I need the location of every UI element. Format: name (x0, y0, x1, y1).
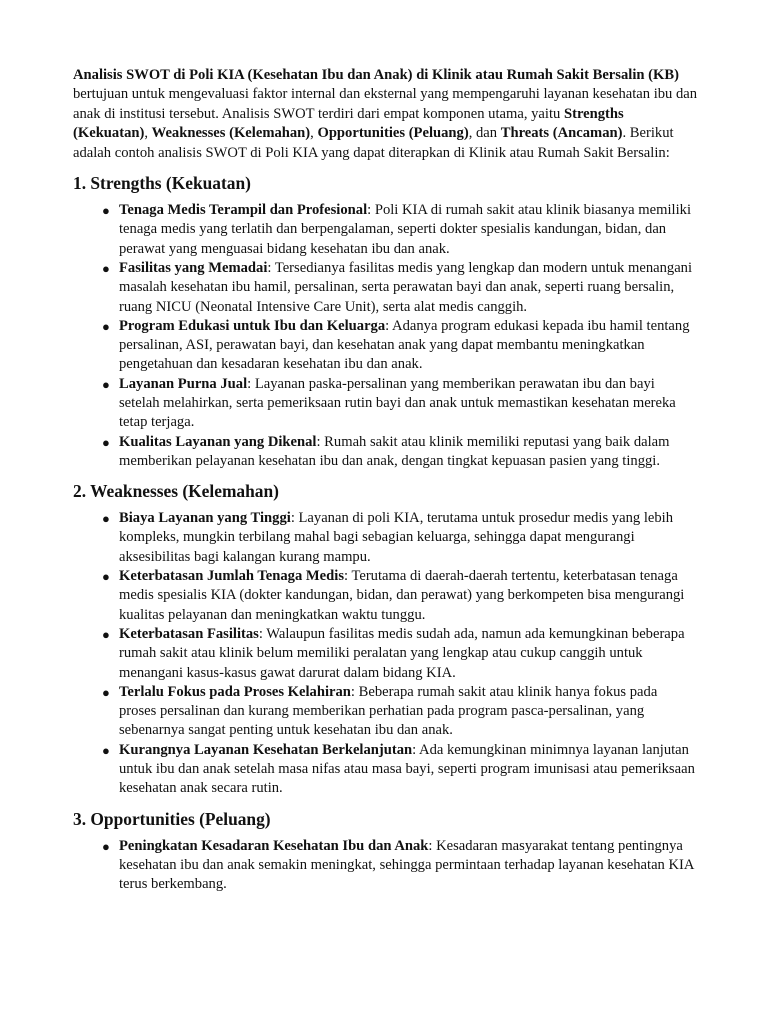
list-item (102, 509, 698, 567)
item-term: Kurangnya Layanan Kesehatan Berkelanjutan (119, 741, 413, 758)
item-term: Kualitas Layanan yang Dikenal (119, 433, 317, 450)
item-text: : Layanan paska-persalinan yang memberikan perawatan ibu dan bayi setelah melahirkan, serta pemeriksaan rutin bayi dan anak untuk memastikan kesehatan mereka tetap terjaga. (119, 375, 676, 431)
list-item (102, 837, 698, 895)
list-item (102, 317, 698, 375)
item-text: : Adanya program edukasi kepada ibu hamil tentang persalinan, ASI, perawatan bayi, dan kesehatan anak yang dapat membantu meningkatkan pengetahuan dan kesadaran kesehatan ibu dan anak. (119, 317, 690, 373)
intro-opportunities: Opportunities (Peluang) (317, 125, 469, 142)
section-heading-strengths: 1. Strengths (Kekuatan) (73, 173, 251, 194)
intro-sep: , dan (468, 125, 501, 142)
intro-title: Analisis SWOT di Poli KIA (Kesehatan Ibu dan Anak) di Klinik atau Rumah Sakit Bersalin (KB) (73, 67, 679, 83)
bullet-icon: ● (102, 626, 110, 642)
item-term: Tenaga Medis Terampil dan Profesional (119, 202, 368, 219)
section-heading-opportunities: 3. Opportunities (Peluang) (73, 808, 271, 829)
opportunities-list (73, 837, 698, 895)
list-item (102, 625, 698, 683)
bullet-icon: ● (102, 569, 110, 585)
item-term: Keterbatasan Jumlah Tenaga Medis (119, 568, 345, 585)
intro-strengths: Strengths (Kekuatan) (73, 105, 624, 142)
list-item (102, 259, 698, 317)
item-text: : Beberapa rumah sakit atau klinik hanya fokus pada proses persalinan dan kurang memberikan perhatian pada program pasca-persalinan, yang sebenarnya sangat penting untuk kesehatan ibu dan anak. (119, 683, 658, 739)
bullet-icon: ● (102, 838, 110, 854)
item-text: : Terutama di daerah-daerah tertentu, keterbatasan tenaga medis spesialis KIA (dokter kandungan, bidan, dan perawat) yang berkompeten bisa mengurangi kualitas pelayanan dan meningkatkan waktu tunggu. (119, 568, 685, 623)
list-item (102, 201, 698, 259)
item-text: : Layanan di poli KIA, terutama untuk prosedur medis yang lebih kompleks, mungkin terbilang mahal bagi sebagian keluarga, sehingga dapat mengurangi aksesibilitas bagi kalangan kurang mampu. (119, 510, 673, 565)
item-term: Keterbatasan Fasilitas (119, 625, 259, 642)
item-term: Program Edukasi untuk Ibu dan Keluarga (119, 317, 386, 334)
intro-sep: , (310, 125, 318, 142)
item-text: : Walaupun fasilitas medis sudah ada, namun ada kemungkinan beberapa rumah sakit atau klinik belum memiliki peralatan yang lengkap atau cukup canggih untuk menangani kasus-kasus gawat darurat dalam bidang KIA. (119, 625, 685, 681)
intro-text-end: . Berikut adalah contoh analisis SWOT di Poli KIA yang dapat diterapkan di Klinik atau Rumah Sakit Bersalin: (73, 125, 674, 161)
bullet-icon: ● (102, 376, 110, 392)
item-term: Fasilitas yang Memadai (119, 259, 268, 276)
item-text: : Tersedianya fasilitas medis yang lengkap dan modern untuk menangani masalah kesehatan ibu hamil, persalinan, serta perawatan bayi dan anak, seperti ruang bersalin, ruang NICU (Neonatal Intensive Care Unit), serta alat medis canggih. (119, 259, 693, 315)
section-heading-weaknesses: 2. Weaknesses (Kelemahan) (73, 481, 279, 502)
item-text: : Poli KIA di rumah sakit atau klinik biasanya memiliki tenaga medis yang terlatih dan berpengalaman, seperti dokter spesialis kandungan, bidan, dan perawat yang menguasai bidang kesehatan ibu dan anak. (119, 202, 691, 257)
item-term: Biaya Layanan yang Tinggi (119, 510, 291, 527)
bullet-icon: ● (102, 684, 110, 700)
intro-text: bertujuan untuk mengevaluasi faktor internal dan eksternal yang mempengaruhi layanan kesehatan ibu dan anak di institusi tersebut. Analisis SWOT terdiri dari empat komponen utama, yaitu (73, 86, 698, 122)
intro-weaknesses: Weaknesses (Kelemahan) (151, 125, 311, 142)
intro-threats: Threats (Ancaman) (500, 125, 623, 142)
list-item (102, 567, 698, 625)
item-text: : Ada kemungkinan minimnya layanan lanjutan untuk ibu dan anak setelah masa nifas atau masa bayi, seperti program imunisasi atau pemeriksaan kesehatan anak secara rutin. (119, 741, 695, 797)
item-term: Peningkatan Kesadaran Kesehatan Ibu dan Anak (119, 837, 429, 854)
intro-sep: , (144, 125, 152, 142)
bullet-icon: ● (102, 203, 110, 219)
list-item (102, 683, 698, 741)
weaknesses-list (73, 509, 698, 798)
list-item (102, 433, 698, 472)
bullet-icon: ● (102, 511, 110, 527)
item-text: : Rumah sakit atau klinik memiliki reputasi yang baik dalam memberikan pelayanan kesehatan ibu dan anak, dengan tingkat kepuasan pasien yang tinggi. (119, 433, 670, 469)
bullet-icon: ● (102, 260, 110, 276)
item-text: : Kesadaran masyarakat tentang pentingnya kesehatan ibu dan anak semakin meningkat, sehingga permintaan terhadap layanan kesehatan KIA terus berkembang. (119, 837, 694, 893)
list-item (102, 741, 698, 799)
list-item (102, 375, 698, 433)
bullet-icon: ● (102, 318, 110, 334)
strengths-list (73, 201, 698, 471)
item-term: Layanan Purna Jual (119, 375, 248, 392)
intro-paragraph (73, 66, 698, 163)
bullet-icon: ● (102, 434, 110, 450)
bullet-icon: ● (102, 742, 110, 758)
item-term: Terlalu Fokus pada Proses Kelahiran (119, 683, 351, 700)
